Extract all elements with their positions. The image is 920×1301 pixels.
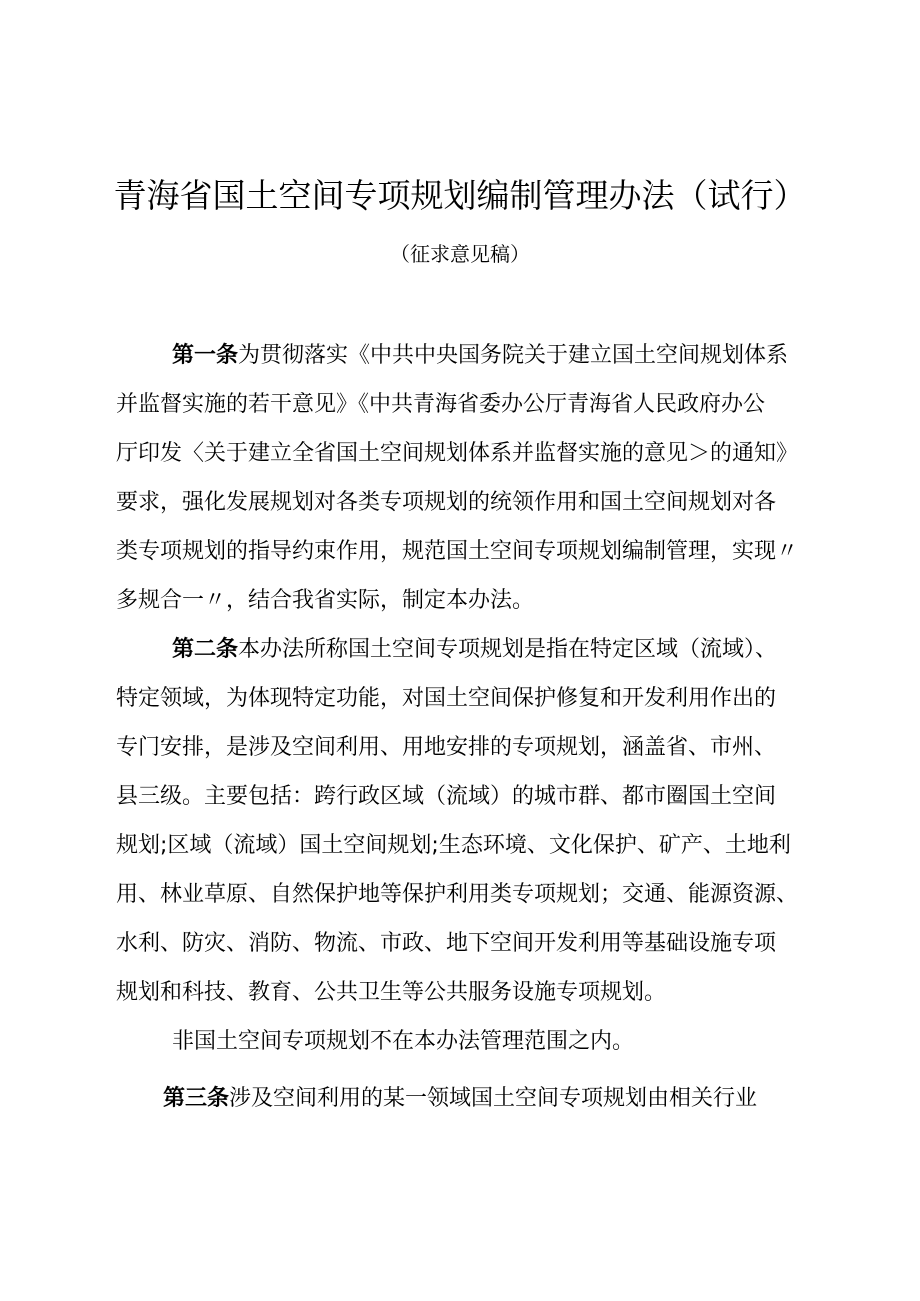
article-1-line: 厅印发〈关于建立全省国土空间规划体系并监督实施的意见＞的通知》	[116, 441, 799, 466]
article-3-heading: 第三条	[163, 1086, 230, 1111]
article-2-note: 非国土空间专项规划不在本办法管理范围之内。	[172, 1029, 635, 1054]
article-1-line: 并监督实施的若干意见》《中共青海省委办公厅青海省人民政府办公	[116, 392, 766, 417]
article-2-line: 用、林业草原、自然保护地等保护利用类专项规划；交通、能源资源、	[116, 882, 799, 907]
document-title: 青海省国土空间专项规划编制管理办法（试行）	[113, 176, 807, 215]
article-2-first-line	[172, 632, 777, 668]
article-1-line: 多规合一〃，结合我省实际，制定本办法。	[116, 588, 535, 613]
article-1-text: 为贯彻落实《中共中央国务院关于建立国土空间规划体系	[238, 343, 789, 368]
article-2-line: 特定领域，为体现特定功能，对国土空间保护修复和开发利用作出的	[116, 686, 777, 711]
article-2-line: 县三级。主要包括：跨行政区域（流域）的城市群、都市圈国土空间	[116, 784, 777, 809]
article-2-text: 本办法所称国土空间专项规划是指在特定区域（流域）、	[238, 637, 778, 662]
article-1-line: 要求，强化发展规划对各类专项规划的统领作用和国土空间规划对各	[116, 490, 777, 515]
article-2-heading: 第二条	[172, 637, 239, 662]
article-1-line: 类专项规划的指导约束作用，规范国土空间专项规划编制管理，实现〃	[116, 539, 799, 564]
article-3-first-line	[163, 1081, 757, 1117]
article-3-text: 涉及空间利用的某一领域国土空间专项规划由相关行业	[229, 1086, 758, 1111]
document-subtitle: （征求意见稿）	[390, 242, 530, 266]
article-2-line: 专门安排，是涉及空间利用、用地安排的专项规划，涵盖省、市州、	[116, 735, 777, 760]
article-2-line: 水利、防灾、消防、物流、市政、地下空间开发利用等基础设施专项	[116, 931, 777, 956]
article-2-line: 规划和科技、教育、公共卫生等公共服务设施专项规划。	[116, 980, 667, 1005]
article-1-heading: 第一条	[172, 343, 239, 368]
article-2-line: 规划;区域（流域）国土空间规划;生态环境、文化保护、矿产、土地利	[116, 833, 791, 858]
article-1-first-line	[172, 338, 788, 374]
